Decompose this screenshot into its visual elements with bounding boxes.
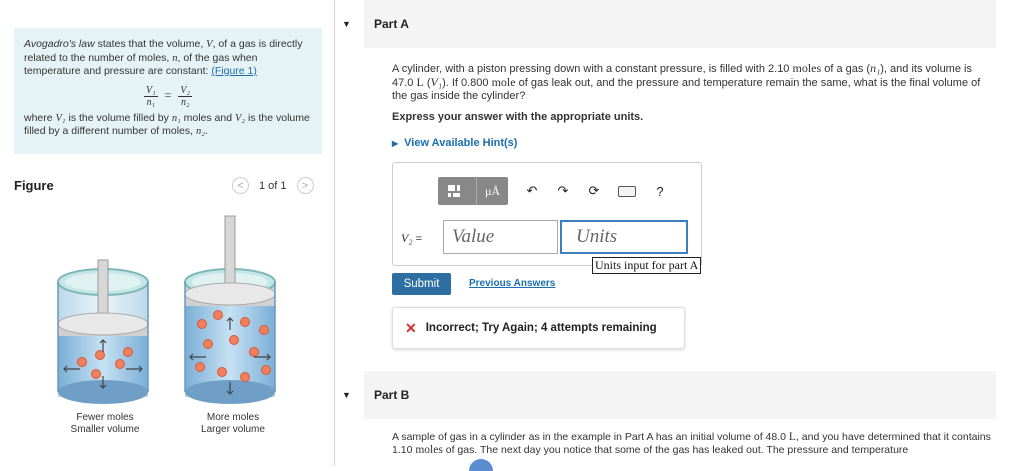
answer-label — [401, 231, 422, 246]
caption-right-line2: Larger volume — [201, 424, 265, 435]
var-n: n — [172, 52, 178, 64]
part-a-problem — [392, 62, 996, 103]
caption-right — [188, 412, 278, 436]
caption-right-line1: More moles — [206, 412, 260, 423]
incorrect-x-icon: ✕ — [405, 319, 417, 336]
part-a-header[interactable] — [342, 0, 996, 48]
redo-icon[interactable]: ↷ — [557, 183, 569, 198]
partb-text-1: A sample of gas in a cylinder as in the example in Part A has an initial volume of 48.0 — [392, 431, 789, 443]
units-tooltip: Units input for part A — [592, 257, 701, 274]
var-V1: V₁ — [430, 75, 443, 89]
problem-text-1: A cylinder, with a piston pressing down with a constant pressure, is filled with 2.10 — [392, 63, 793, 75]
fraction-right — [178, 85, 192, 108]
where-V1: V₁ — [55, 112, 66, 124]
figure-image — [40, 212, 300, 442]
figure-title: Figure — [14, 178, 54, 193]
help-icon[interactable]: ? — [656, 183, 664, 199]
where-3: moles and — [180, 111, 235, 124]
collapse-triangle-icon[interactable]: ▼ — [342, 390, 351, 400]
unit-L: L — [416, 75, 424, 89]
problem-text-5: ). If 0.800 — [442, 77, 492, 89]
frac1-denominator: n₁ — [146, 96, 156, 108]
value-input[interactable]: Value — [443, 220, 558, 254]
collapse-triangle-icon[interactable]: ▼ — [342, 19, 351, 29]
caption-left-line1: Fewer moles — [76, 412, 134, 423]
hint-label: View Available Hint(s) — [404, 137, 518, 149]
partb-text-3: of gas. The next day you notice that some of the gas has leaked out. The pressure and temperature — [442, 444, 909, 456]
problem-text-2: of a gas ( — [821, 63, 871, 75]
part-b-header[interactable] — [342, 371, 996, 419]
part-a-label: Part A — [374, 17, 409, 31]
avogadro-law-term: Avogadro's law — [24, 38, 95, 50]
answer-box — [392, 162, 702, 266]
submit-button[interactable]: Submit — [392, 273, 451, 295]
intro-box — [14, 28, 322, 154]
units-input[interactable]: Units — [560, 220, 688, 254]
loading-indicator — [469, 459, 493, 471]
where-2: is the volume filled by — [65, 111, 172, 124]
intro-text-3: , of the gas when temperature and pressure are constant: — [24, 51, 258, 77]
problem-text-4: ( — [423, 77, 431, 89]
template-grid-icon[interactable] — [438, 177, 476, 205]
intro-text-1: states that the volume, — [94, 38, 207, 50]
where-n2: n₂ — [195, 126, 205, 137]
frac2-denominator: n₂ — [180, 96, 190, 108]
left-panel — [0, 0, 335, 466]
intro-text — [24, 38, 312, 79]
frac1-numerator: V₁ — [146, 84, 156, 96]
math-toolbar — [438, 177, 667, 205]
equals-sign: = — [164, 88, 172, 103]
left-cylinder — [58, 260, 148, 404]
feedback-box — [392, 307, 685, 349]
fraction-left — [144, 85, 158, 108]
where-V2: V₂ — [235, 112, 246, 124]
feedback-text: Incorrect; Try Again; 4 attempts remaining — [425, 322, 657, 334]
undo-icon[interactable]: ↶ — [526, 183, 538, 198]
var-n1: n₁ — [870, 61, 881, 75]
previous-answers-link[interactable]: Previous Answers — [469, 278, 556, 289]
frac2-numerator: V₂ — [180, 84, 190, 96]
units-mu-button[interactable]: μÅ — [476, 177, 508, 205]
caption-left-line2: Smaller volume — [70, 424, 140, 435]
answer-var: V₂ — [401, 231, 413, 245]
where-1: where — [24, 111, 56, 124]
intro-text-2: , of a gas is directly related to the number of moles, — [24, 38, 303, 64]
var-V: V — [206, 39, 213, 50]
problem-text-3: ), and its volume is 47.0 — [392, 63, 972, 89]
right-panel — [336, 0, 1024, 466]
part-b-problem — [392, 431, 998, 457]
avogadro-equation — [24, 85, 312, 108]
where-text — [24, 112, 312, 139]
chevron-left-icon[interactable]: < — [232, 177, 249, 194]
figure-pager — [232, 177, 314, 194]
pager-count: 1 of 1 — [259, 179, 287, 192]
instruction-text: Express your answer with the appropriate units. — [392, 111, 644, 123]
keyboard-icon[interactable] — [618, 186, 636, 197]
unit-moles: moles — [792, 61, 822, 75]
cylinder-illustration — [40, 212, 300, 442]
view-hints-link[interactable] — [392, 137, 517, 149]
chevron-right-icon[interactable]: > — [297, 177, 314, 194]
partb-text-2: , and you have determined that it contains 1.10 — [392, 431, 991, 456]
reset-icon[interactable]: ⟳ — [588, 183, 600, 198]
where-4: is the volume filled by a different number of moles, — [24, 111, 310, 137]
figure-link[interactable]: (Figure 1) — [211, 65, 257, 77]
partb-unit-L: L — [788, 431, 796, 443]
where-n1: n₁ — [171, 112, 181, 124]
answer-eq: = — [412, 233, 422, 245]
problem-text-6: of gas leak out, and the pressure and temperature remain the same, what is the final volume of the gas inside the cylinder? — [392, 77, 981, 102]
caret-right-icon: ▶ — [392, 139, 399, 148]
partb-unit-moles: moles — [415, 444, 443, 456]
part-b-label: Part B — [374, 388, 410, 402]
unit-mole: mole — [491, 75, 516, 89]
where-5: . — [204, 125, 208, 137]
right-cylinder — [185, 216, 275, 404]
caption-left — [60, 412, 150, 436]
